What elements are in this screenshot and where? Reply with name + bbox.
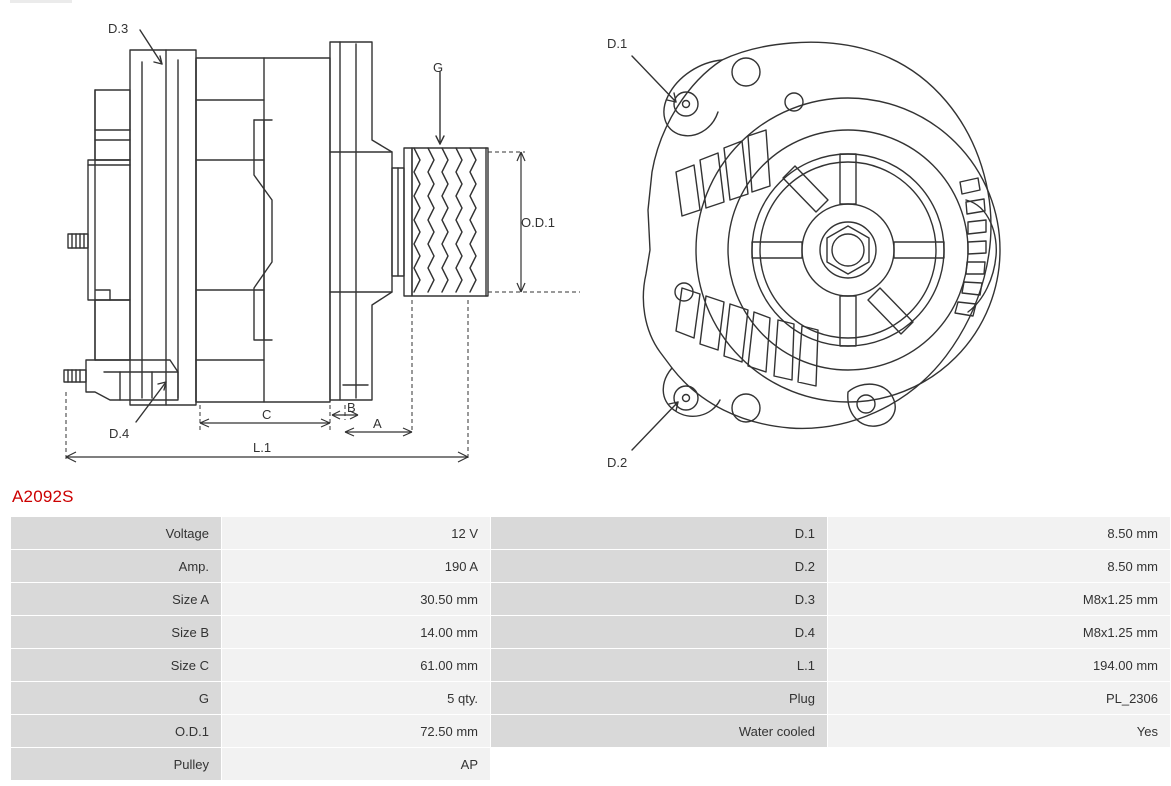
callout-a: A	[373, 416, 382, 431]
table-row	[11, 583, 1171, 616]
spec-value: M8x1.25 mm	[828, 583, 1171, 616]
spec-value: 61.00 mm	[222, 649, 491, 682]
spec-label: L.1	[491, 649, 828, 682]
spec-value: AP	[222, 748, 491, 781]
table-row	[11, 715, 1171, 748]
spec-value: 30.50 mm	[222, 583, 491, 616]
part-code: A2092S	[12, 487, 74, 506]
spec-empty-cell	[828, 748, 1171, 781]
spec-value: Yes	[828, 715, 1171, 748]
callout-l1: L.1	[253, 440, 272, 455]
spec-label: Plug	[491, 682, 828, 715]
table-row	[11, 517, 1171, 550]
callout-d3: D.3	[108, 21, 129, 36]
spec-label: D.3	[491, 583, 828, 616]
spec-label: Size B	[11, 616, 222, 649]
spec-value: 8.50 mm	[828, 550, 1171, 583]
callout-od1: O.D.1	[521, 215, 555, 230]
spec-value: 194.00 mm	[828, 649, 1171, 682]
spec-label: G	[11, 682, 222, 715]
spec-label: Amp.	[11, 550, 222, 583]
callout-d2: D.2	[607, 455, 628, 470]
callout-b: B	[347, 400, 356, 415]
spec-label: D.1	[491, 517, 828, 550]
callout-d1: D.1	[607, 36, 628, 51]
spec-label: D.2	[491, 550, 828, 583]
callout-d4: D.4	[109, 426, 130, 441]
table-row	[11, 748, 1171, 781]
spec-label: Size A	[11, 583, 222, 616]
spec-value: 14.00 mm	[222, 616, 491, 649]
spec-value: 12 V	[222, 517, 491, 550]
spec-value: M8x1.25 mm	[828, 616, 1171, 649]
spec-value: 5 qty.	[222, 682, 491, 715]
spec-label: O.D.1	[11, 715, 222, 748]
specifications-table	[10, 516, 1171, 781]
spec-label: D.4	[491, 616, 828, 649]
table-row	[11, 649, 1171, 682]
table-row	[11, 682, 1171, 715]
spec-value: 72.50 mm	[222, 715, 491, 748]
spec-label: Water cooled	[491, 715, 828, 748]
spec-empty-cell	[491, 748, 828, 781]
spec-value: 8.50 mm	[828, 517, 1171, 550]
table-row	[11, 616, 1171, 649]
spec-value: PL_2306	[828, 682, 1171, 715]
callout-g: G	[433, 60, 444, 75]
spec-label: Size C	[11, 649, 222, 682]
spec-value: 190 A	[222, 550, 491, 583]
callout-c: C	[262, 407, 272, 422]
spec-label: Voltage	[11, 517, 222, 550]
table-row	[11, 550, 1171, 583]
spec-label: Pulley	[11, 748, 222, 781]
